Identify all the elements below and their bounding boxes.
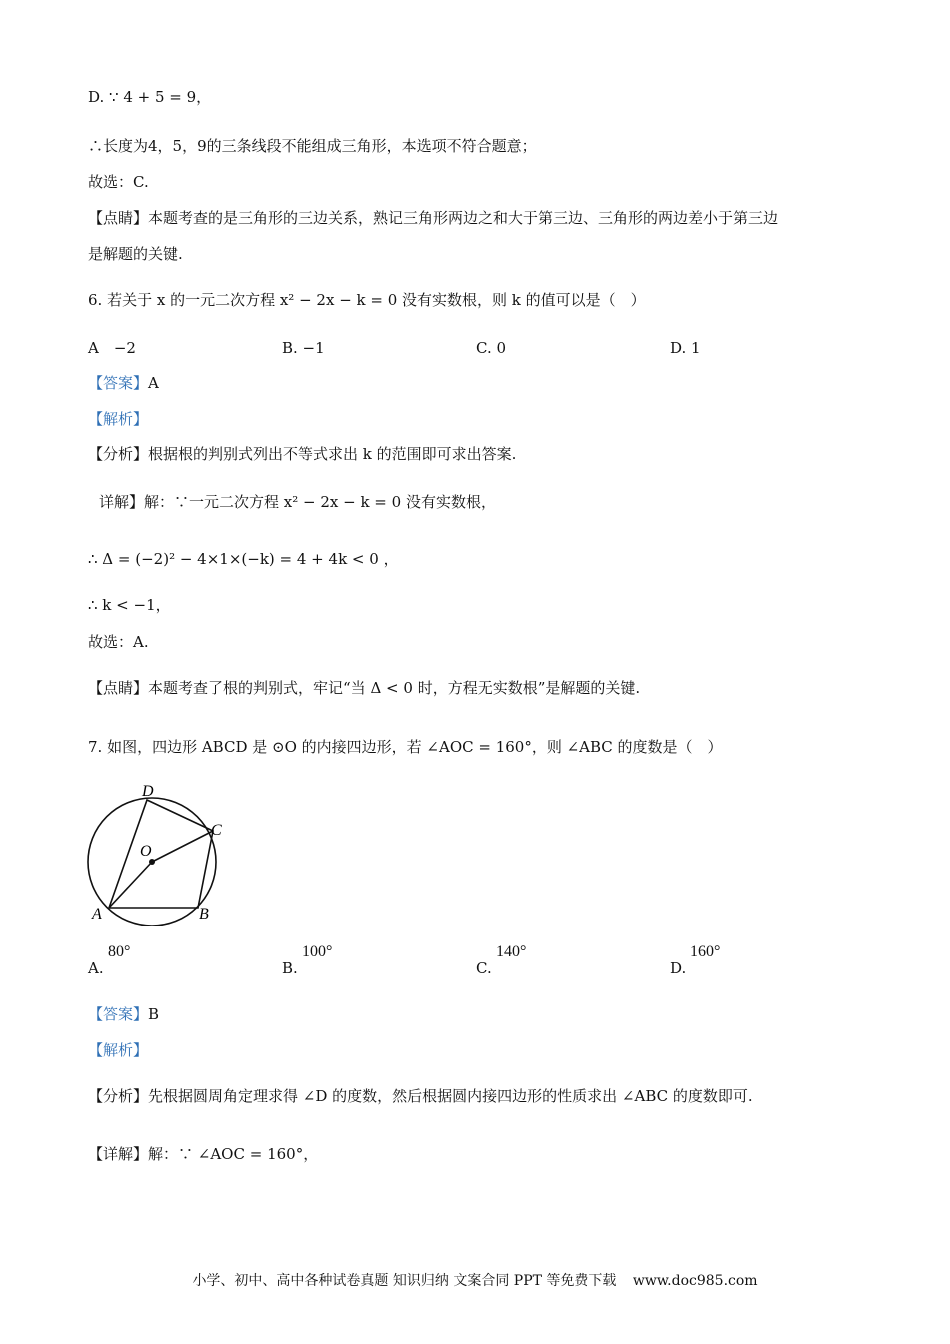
dianjing-text: 本题考查的是三角形的三边关系，熟记三角形两边之和大于第三边、三角形的两边差小于第三边 bbox=[148, 209, 779, 227]
q6-option-c: C. 0 bbox=[476, 339, 507, 357]
q6-fenxi-line bbox=[88, 443, 516, 465]
q7-option-d-value: 160° bbox=[690, 943, 721, 960]
q7-fenxi: 先根据圆周角定理求得 ∠D 的度数，然后根据圆内接四边形的性质求出 ∠ABC 的度数即可. bbox=[148, 1087, 753, 1105]
q6-delta: ∴ Δ = (−2)² − 4×1×(−k) = 4 + 4k < 0 ， bbox=[88, 550, 399, 568]
q6-dianjing-tag: 【点睛】 bbox=[88, 679, 149, 697]
label-c: C bbox=[211, 822, 222, 839]
q6-select: 故选：A. bbox=[88, 633, 149, 651]
q7-xiangjie: 解：∵ ∠AOC = 160°， bbox=[148, 1145, 319, 1163]
conclusion-line: ∴长度为4，5，9的三条线段不能组成三角形，本选项不符合题意； bbox=[88, 137, 537, 155]
q6-option-a: A −2 bbox=[88, 339, 136, 357]
q7-option-a-value: 80° bbox=[108, 943, 131, 960]
q7-answer: B bbox=[148, 1005, 160, 1023]
q6-jiexi-tag: 【解析】 bbox=[88, 410, 149, 428]
q7-fenxi-tag: 【分析】 bbox=[88, 1087, 149, 1105]
q7-option-b-value: 100° bbox=[302, 943, 333, 960]
dianjing-line bbox=[88, 207, 778, 229]
q6-option-b: B. −1 bbox=[282, 339, 325, 357]
segment-oa bbox=[109, 862, 152, 908]
q6-k-range: ∴ k < −1， bbox=[88, 596, 171, 614]
page-footer bbox=[0, 1270, 950, 1290]
q7-answer-tag: 【答案】 bbox=[88, 1005, 149, 1023]
label-a: A bbox=[92, 906, 102, 923]
q6-fenxi-tag: 【分析】 bbox=[88, 445, 149, 463]
q6-answer: A bbox=[148, 374, 159, 392]
q7-option-d-letter: D. bbox=[670, 959, 687, 977]
circle-figure bbox=[80, 776, 240, 926]
q6-option-d: D. 1 bbox=[670, 339, 701, 357]
q6-xiangjie: 详解】解：∵一元二次方程 x² − 2x − k = 0 没有实数根， bbox=[99, 493, 496, 511]
select-line: 故选：C. bbox=[88, 173, 149, 191]
footer-url[interactable]: www.doc985.com bbox=[632, 1273, 758, 1289]
footer-text: 小学、初中、高中各种试卷真题 知识归纳 文案合同 PPT 等免费下载 bbox=[192, 1273, 617, 1289]
segment-oc bbox=[152, 831, 213, 862]
q7-option-b-letter: B. bbox=[282, 959, 298, 977]
q7-fenxi-line bbox=[88, 1085, 753, 1107]
label-d: D bbox=[142, 783, 154, 800]
q7-jiexi-tag: 【解析】 bbox=[88, 1041, 149, 1059]
dianjing-tag: 【点睛】 bbox=[88, 209, 149, 227]
dianjing-continued: 是解题的关键. bbox=[88, 245, 183, 263]
label-b: B bbox=[199, 906, 209, 923]
q7-option-c-letter: C. bbox=[476, 959, 492, 977]
question-6: 6. 若关于 x 的一元二次方程 x² − 2x − k = 0 没有实数根，则 k 的值可以是（ ） bbox=[88, 291, 646, 309]
q6-fenxi: 根据根的判别式列出不等式求出 k 的范围即可求出答案. bbox=[148, 445, 517, 463]
q7-answer-line bbox=[88, 1003, 159, 1025]
question-7: 7. 如图，四边形 ABCD 是 ⊙O 的内接四边形，若 ∠AOC = 160°，则 ∠ABC 的度数是（ ） bbox=[88, 738, 723, 756]
q7-option-c-value: 140° bbox=[496, 943, 527, 960]
option-d-line: D. ∵ 4 + 5 = 9， bbox=[88, 88, 212, 106]
q7-option-a-letter: A. bbox=[88, 959, 104, 977]
q6-dianjing: 本题考查了根的判别式，牢记“当 Δ < 0 时，方程无实数根”是解题的关键. bbox=[148, 679, 641, 697]
q7-xiangjie-tag: 【详解】 bbox=[88, 1145, 149, 1163]
q6-answer-line bbox=[88, 372, 159, 394]
label-o: O bbox=[140, 843, 152, 860]
q6-dianjing-line bbox=[88, 677, 640, 699]
q6-answer-tag: 【答案】 bbox=[88, 374, 149, 392]
q7-xiangjie-line bbox=[88, 1143, 318, 1165]
